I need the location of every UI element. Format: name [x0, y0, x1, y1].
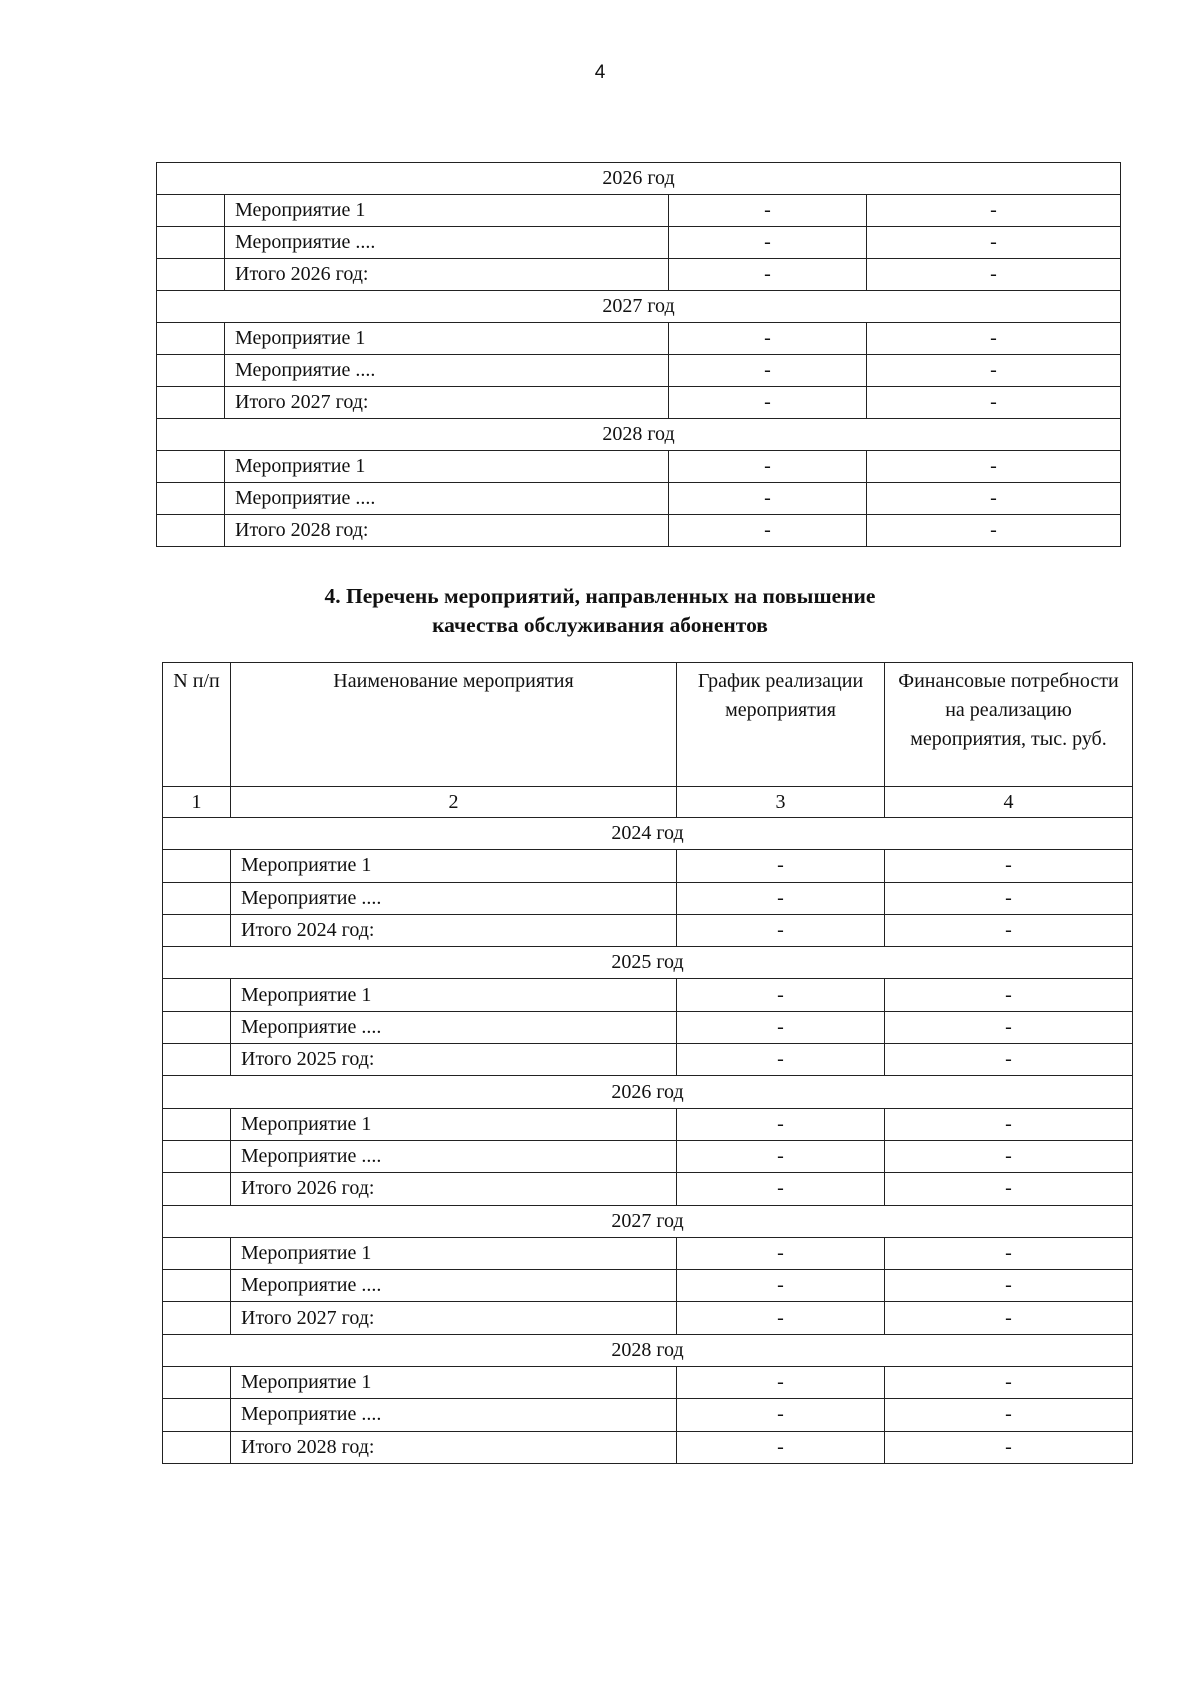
- year-row: [163, 818, 1133, 850]
- schedule-cell: -: [677, 1011, 885, 1043]
- finance-cell: -: [885, 882, 1133, 914]
- total-name-cell: Итого 2026 год:: [225, 259, 669, 291]
- schedule-cell: -: [677, 1431, 885, 1463]
- measure-name-cell: Мероприятие ....: [231, 882, 677, 914]
- finance-cell: -: [885, 1431, 1133, 1463]
- column-number: 4: [885, 787, 1133, 818]
- table-row: [163, 1270, 1133, 1302]
- year-row: [157, 419, 1121, 451]
- schedule-cell: -: [677, 1173, 885, 1205]
- year-group: [157, 419, 1121, 547]
- num-cell: [157, 451, 225, 483]
- measure-name-cell: Мероприятие 1: [231, 1237, 677, 1269]
- num-cell: [157, 515, 225, 547]
- finance-cell: -: [885, 979, 1133, 1011]
- finance-cell: -: [885, 1367, 1133, 1399]
- finance-cell: -: [885, 1173, 1133, 1205]
- table-row: [157, 259, 1121, 291]
- finance-cell: -: [867, 515, 1121, 547]
- section-heading: [0, 582, 1200, 640]
- header-row: [163, 663, 1133, 787]
- finance-cell: -: [885, 1011, 1133, 1043]
- schedule-cell: -: [677, 914, 885, 946]
- schedule-cell: -: [669, 227, 867, 259]
- year-row: [163, 1334, 1133, 1366]
- num-cell: [163, 1011, 231, 1043]
- measure-name-cell: Мероприятие 1: [231, 1108, 677, 1140]
- year-group: [157, 163, 1121, 291]
- num-cell: [163, 1044, 231, 1076]
- finance-cell: -: [867, 227, 1121, 259]
- table-row: [163, 850, 1133, 882]
- finance-cell: -: [867, 451, 1121, 483]
- finance-cell: -: [885, 1108, 1133, 1140]
- finance-cell: -: [867, 387, 1121, 419]
- table-row: [163, 1431, 1133, 1463]
- table-row: [163, 914, 1133, 946]
- num-cell: [163, 1237, 231, 1269]
- header-schedule: График реализации мероприятия: [677, 663, 885, 787]
- year-row: [163, 947, 1133, 979]
- total-name-cell: Итого 2024 год:: [231, 914, 677, 946]
- column-number-row: [163, 787, 1133, 818]
- table-row: [157, 195, 1121, 227]
- total-name-cell: Итого 2028 год:: [231, 1431, 677, 1463]
- num-cell: [163, 1302, 231, 1334]
- year-label: 2025 год: [163, 947, 1133, 979]
- measure-name-cell: Мероприятие 1: [225, 195, 669, 227]
- total-name-cell: Итого 2025 год:: [231, 1044, 677, 1076]
- num-cell: [163, 1140, 231, 1172]
- schedule-cell: -: [677, 1237, 885, 1269]
- measure-name-cell: Мероприятие 1: [231, 979, 677, 1011]
- schedule-cell: -: [677, 850, 885, 882]
- measure-name-cell: Мероприятие ....: [225, 355, 669, 387]
- schedule-cell: -: [677, 979, 885, 1011]
- schedule-cell: -: [677, 1044, 885, 1076]
- total-name-cell: Итого 2028 год:: [225, 515, 669, 547]
- num-cell: [163, 1270, 231, 1302]
- table-row: [157, 355, 1121, 387]
- header-num: N п/п: [163, 663, 231, 787]
- finance-cell: -: [885, 1044, 1133, 1076]
- header-name: Наименование мероприятия: [231, 663, 677, 787]
- schedule-cell: -: [669, 259, 867, 291]
- schedule-cell: -: [669, 387, 867, 419]
- table-row: [163, 1011, 1133, 1043]
- column-number: 3: [677, 787, 885, 818]
- measure-name-cell: Мероприятие ....: [225, 227, 669, 259]
- schedule-cell: -: [677, 1367, 885, 1399]
- measure-name-cell: Мероприятие 1: [225, 323, 669, 355]
- num-cell: [163, 1173, 231, 1205]
- schedule-cell: -: [677, 1108, 885, 1140]
- measure-name-cell: Мероприятие ....: [231, 1140, 677, 1172]
- finance-cell: -: [867, 195, 1121, 227]
- year-label: 2024 год: [163, 818, 1133, 850]
- measures-table: [162, 662, 1133, 1464]
- measure-name-cell: Мероприятие 1: [231, 850, 677, 882]
- year-row: [157, 163, 1121, 195]
- finance-cell: -: [885, 1140, 1133, 1172]
- schedule-cell: -: [677, 1302, 885, 1334]
- num-cell: [163, 1399, 231, 1431]
- num-cell: [163, 1108, 231, 1140]
- num-cell: [157, 227, 225, 259]
- total-name-cell: Итого 2027 год:: [225, 387, 669, 419]
- table-row: [163, 1399, 1133, 1431]
- year-group: [163, 1076, 1133, 1205]
- finance-cell: -: [885, 1399, 1133, 1431]
- schedule-cell: -: [669, 323, 867, 355]
- num-cell: [157, 323, 225, 355]
- year-group: [163, 818, 1133, 947]
- num-cell: [157, 195, 225, 227]
- table-row: [163, 882, 1133, 914]
- table-row: [163, 1302, 1133, 1334]
- finance-cell: -: [885, 850, 1133, 882]
- schedule-cell: -: [669, 515, 867, 547]
- year-row: [157, 291, 1121, 323]
- schedule-cell: -: [677, 1270, 885, 1302]
- finance-cell: -: [885, 1270, 1133, 1302]
- num-cell: [163, 850, 231, 882]
- num-cell: [163, 979, 231, 1011]
- schedule-cell: -: [677, 882, 885, 914]
- num-cell: [157, 387, 225, 419]
- table-row: [163, 1173, 1133, 1205]
- table-row: [157, 227, 1121, 259]
- year-label: 2027 год: [157, 291, 1121, 323]
- year-row: [163, 1205, 1133, 1237]
- page-number: 4: [594, 62, 606, 83]
- schedule-cell: -: [677, 1399, 885, 1431]
- finance-cell: -: [867, 483, 1121, 515]
- schedule-cell: -: [669, 355, 867, 387]
- year-group: [157, 291, 1121, 419]
- section-heading-line-1: 4. Перечень мероприятий, направленных на повышение: [324, 584, 876, 608]
- year-row: [163, 1076, 1133, 1108]
- table-continuation: [156, 162, 1121, 547]
- year-label: 2026 год: [157, 163, 1121, 195]
- schedule-cell: -: [669, 483, 867, 515]
- year-label: 2028 год: [163, 1334, 1133, 1366]
- table-row: [163, 979, 1133, 1011]
- num-cell: [163, 914, 231, 946]
- year-label: 2028 год: [157, 419, 1121, 451]
- table-row: [157, 515, 1121, 547]
- finance-cell: -: [867, 259, 1121, 291]
- table-row: [157, 387, 1121, 419]
- header-finance: Финансовые потребности на реализацию мероприятия, тыс. руб.: [885, 663, 1133, 787]
- total-name-cell: Итого 2026 год:: [231, 1173, 677, 1205]
- measure-name-cell: Мероприятие ....: [231, 1011, 677, 1043]
- table-row: [157, 451, 1121, 483]
- table-row: [163, 1044, 1133, 1076]
- measure-name-cell: Мероприятие ....: [231, 1399, 677, 1431]
- year-group: [163, 1205, 1133, 1334]
- num-cell: [163, 882, 231, 914]
- schedule-cell: -: [669, 451, 867, 483]
- num-cell: [163, 1431, 231, 1463]
- num-cell: [157, 259, 225, 291]
- finance-cell: -: [867, 355, 1121, 387]
- column-number: 1: [163, 787, 231, 818]
- measure-name-cell: Мероприятие ....: [225, 483, 669, 515]
- finance-cell: -: [885, 914, 1133, 946]
- table-row: [157, 323, 1121, 355]
- table-row: [163, 1140, 1133, 1172]
- finance-cell: -: [885, 1237, 1133, 1269]
- num-cell: [157, 483, 225, 515]
- measure-name-cell: Мероприятие ....: [231, 1270, 677, 1302]
- column-number: 2: [231, 787, 677, 818]
- num-cell: [157, 355, 225, 387]
- finance-cell: -: [885, 1302, 1133, 1334]
- finance-cell: -: [867, 323, 1121, 355]
- table-row: [163, 1367, 1133, 1399]
- year-group: [163, 947, 1133, 1076]
- table-row: [163, 1108, 1133, 1140]
- year-label: 2026 год: [163, 1076, 1133, 1108]
- measure-name-cell: Мероприятие 1: [225, 451, 669, 483]
- table-row: [163, 1237, 1133, 1269]
- section-heading-line-2: качества обслуживания абонентов: [432, 613, 768, 637]
- total-name-cell: Итого 2027 год:: [231, 1302, 677, 1334]
- table-row: [157, 483, 1121, 515]
- table-header: [163, 663, 1133, 818]
- schedule-cell: -: [669, 195, 867, 227]
- year-label: 2027 год: [163, 1205, 1133, 1237]
- measure-name-cell: Мероприятие 1: [231, 1367, 677, 1399]
- num-cell: [163, 1367, 231, 1399]
- schedule-cell: -: [677, 1140, 885, 1172]
- year-group: [163, 1334, 1133, 1463]
